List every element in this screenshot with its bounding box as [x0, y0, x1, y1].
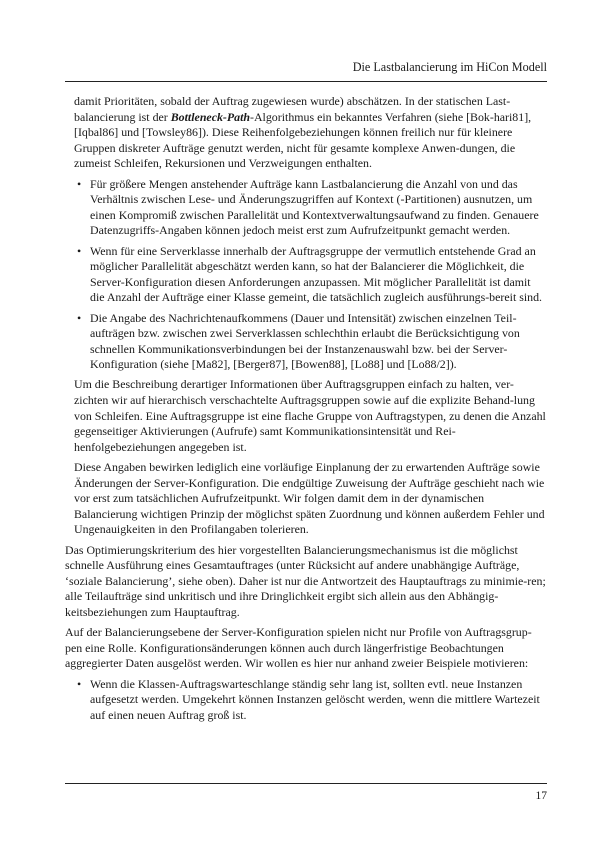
list-item-text: Die Angabe des Nachrichtenaufkommens (Dauer und Intensität) zwischen einzelnen Teil-aufträgen bzw. zwischen zwei Serverklassen schlechthin erlaubt die Berücksichtigung von schnellen Kommunikationsverbindungen bei der Instanzenauswahl bzw. bei der Server-Konfiguration (siehe [Ma82], [Berger87], [Bowen88], [Lo88] und [Lo88/2]). [90, 310, 520, 372]
list-item [74, 677, 547, 724]
bullet-icon: • [77, 310, 82, 325]
header-rule [65, 81, 547, 82]
intro-text-before: damit Prioritäten, sobald der Auftrag zugewiesen wurde) abschätzen. In der statischen Last-balancierung ist der [74, 94, 511, 124]
paragraph-server-configuration: Auf der Balancierungsebene der Server-Konfiguration spielen nicht nur Profile von Auftragsgrup-pen eine Rolle. Konfigurationsänderungen können auch durch längerfristige Beobachtungen aggregierter Daten ausgelöst werden. Wir wollen es hier nur anhand zweier Beispiele motivieren: [65, 625, 532, 671]
running-header-title: Die Lastbalancierung im HiCon Modell [352, 60, 547, 74]
paragraph-job-groups: Um die Beschreibung derartiger Informationen über Auftragsgruppen einfach zu halten, ver-zichten wir auf hierarchisch verschachtelte Auftragsgruppen sowie auf die explizite Behand-lung von Schleifen. Eine Auftragsgruppe ist eine flache Gruppe von Auftragstypen, zu denen die Anzahl gegenseitiger Aktivierungen (Aufrufe) samt Kommunikationsintensität und Rei-henfolgebeziehungen angegeben ist. [74, 377, 546, 454]
intro-paragraph [65, 94, 547, 172]
bullet-icon: • [77, 176, 82, 191]
page-number: 17 [535, 790, 547, 802]
paragraph-preliminary-planning: Diese Angaben bewirken lediglich eine vorläufige Einplanung der zu erwartenden Aufträge sowie Änderungen der Server-Konfiguration. Die endgültige Zuweisung der Aufträge geschieht nach wie vor erst zum tatsächlichen Aufrufzeitpunkt. Wir folgen damit dem in der dynamischen Balancierung wichtigen Prinzip der möglichst späten Zuordnung und können außerdem Fehler und Ungenauigkeiten in den Profilangaben tolerieren. [74, 460, 545, 537]
bullet-icon: • [77, 243, 82, 258]
list-item [74, 177, 547, 239]
list-item [74, 244, 547, 306]
bullet-icon: • [77, 676, 82, 691]
intro-text-after: -Algorithmus ein bekanntes Verfahren (siehe [Bok-hari81], [Iqbal86] und [Towsley86]). Diese Reihenfolgebeziehungen können freilich nur für kleinere Gruppen diskreter Aufträge genutzt werden, nicht für gesamte komplexe Anwen-dungen, die zumeist Schleifen, Rekursionen und Verzweigungen enthalten. [74, 109, 532, 171]
list-item-text: Für größere Mengen anstehender Aufträge kann Lastbalancierung die Anzahl von und das Verhältnis zwischen Lese- und Änderungszugriffen auf Kontext (-Partitionen) ausnutzen, um einen Kompromiß zwischen Parallelität und Kontextverwaltungsaufwand zu finden. Genauere Datenzugriffs-Angaben können jedoch meist erst zum Aufrufzeitpunkt gemacht werden. [90, 176, 539, 238]
list-item [74, 311, 547, 373]
list-item-text: Wenn für eine Serverklasse innerhalb der Auftragsgruppe der vermutlich entstehende Grad an möglicher Parallelität abgeschätzt werden kann, so hat der Balancierer die Möglichkeit, die Server-Konfiguration diesen Anforderungen anzupassen. Mit möglicher Parallelität ist damit die Anzahl der Aufträge einer Klasse gemeint, die tatsächlich zugleich ausführungs-bereit sind. [90, 243, 543, 305]
list-item-text: Wenn die Klassen-Auftragswarteschlange ständig sehr lang ist, sollten evtl. neue Instanzen aufgesetzt werden. Umgekehrt können Instanzen gelöscht werden, wenn die mittlere Wartezeit auf einen neuen Auftrag groß ist. [90, 676, 540, 722]
footer-rule [65, 783, 547, 784]
algorithm-name-emphasis: Bottleneck-Path [170, 109, 251, 124]
page-body [65, 94, 547, 728]
bullet-list-examples [65, 677, 547, 724]
bullet-list-profile-uses [65, 177, 547, 373]
paragraph-optimization-criterion: Das Optimierungskriterium des hier vorgestellten Balancierungsmechanismus ist die möglichst schnelle Ausführung eines Gesamtauftrages (unter Rücksicht auf andere unabhängige Aufträge, ‘soziale Balancierung’, siehe oben). Daher ist nur die Antwortzeit des Hauptauftrags zu minimie-ren; alle Teilaufträge sind unkritisch und ihre Dringlichkeit ergibt sich allein aus den Abhängig-keitsbeziehungen zum Hauptauftrag. [65, 542, 546, 619]
